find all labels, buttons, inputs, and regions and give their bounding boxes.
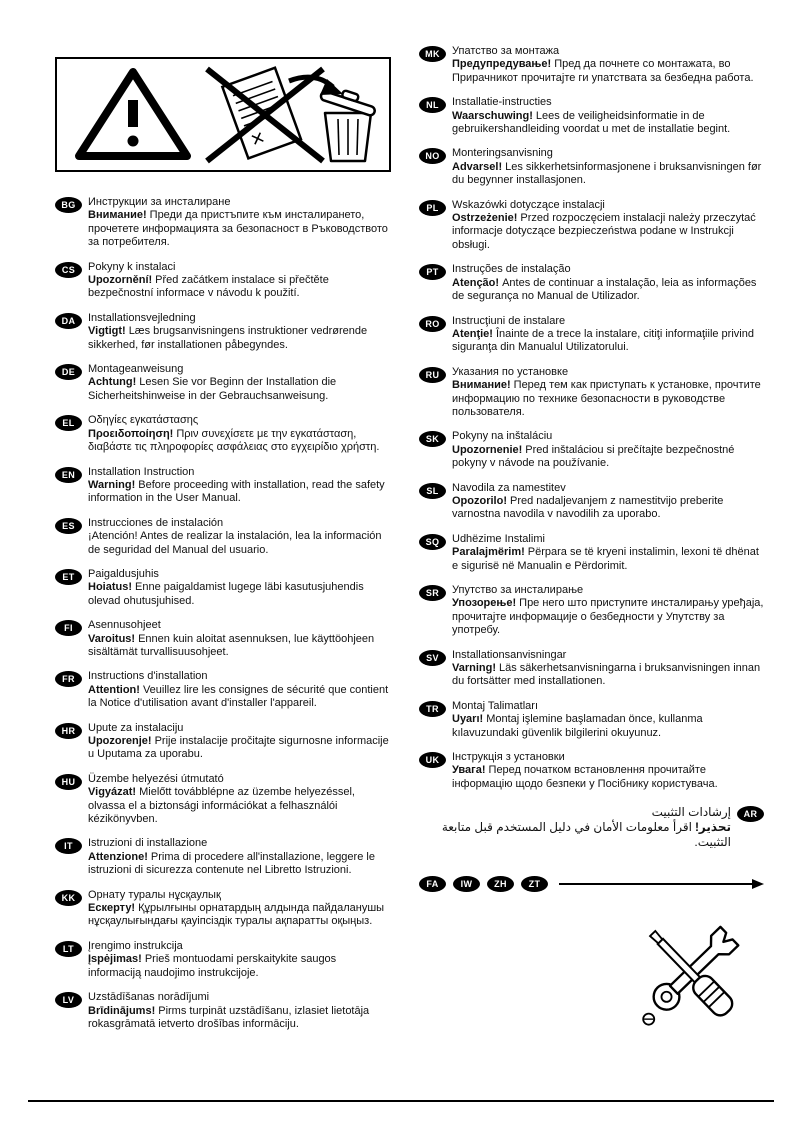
page-footer-rule <box>28 1100 774 1102</box>
entry-text <box>88 889 392 929</box>
language-code-badge: SV <box>419 650 446 666</box>
entry-title: Instrucciones de instalación <box>88 516 224 529</box>
language-entry <box>55 670 392 710</box>
entry-title: Üzembe helyezési útmutató <box>88 772 224 785</box>
warning-word: Advarsel! <box>452 160 503 173</box>
language-entry <box>55 889 392 929</box>
language-entry <box>419 263 764 303</box>
warning-word: Paralajmërim! <box>452 546 525 559</box>
language-entry <box>419 430 764 470</box>
language-code-badge: SL <box>419 483 446 499</box>
entry-body <box>88 953 392 980</box>
body-text: Перед тем как приступать к установке, прочтите информацию по технике безопасности в руководстве пользователя. <box>452 379 761 418</box>
warning-triangle-icon <box>79 72 187 156</box>
entry-body <box>452 597 764 637</box>
more-languages-row <box>419 876 764 892</box>
language-code-badge: ZT <box>521 876 548 892</box>
body-text: Mielőtt továbblépne az üzembe helyezéssel, olvassa el a biztonsági információkat a felhasználói kézikönyvben. <box>88 786 355 826</box>
language-code-badge: FA <box>419 876 446 892</box>
entry-text <box>88 261 392 301</box>
language-code-badge: CS <box>55 262 82 278</box>
language-code-badge: PL <box>419 200 446 216</box>
warning-word: Atenção! <box>452 276 500 289</box>
entry-body <box>452 58 764 85</box>
warning-word: Achtung! <box>88 376 137 389</box>
warning-word: Upozornění! <box>88 274 153 287</box>
right-arrow-icon <box>559 879 764 889</box>
entry-text <box>88 722 392 762</box>
language-code-badge: PT <box>419 264 446 280</box>
entry-text <box>88 991 392 1031</box>
entry-title: Montageanweisung <box>88 363 184 376</box>
entry-body <box>452 444 764 471</box>
body-text: Prima di procedere all'installazione, leggere le istruzioni di sicurezza contenute nel Libretto Istruzioni. <box>88 850 375 877</box>
entry-title: Wskazówki dotyczące instalacji <box>452 198 605 211</box>
entry-body <box>452 379 764 419</box>
body-text: Przed rozpoczęciem instalacji należy przeczytać informacje dotyczące bezpieczeństwa podane w Instrukcji obsługi. <box>452 212 756 251</box>
entry-text <box>452 147 764 187</box>
entry-body <box>88 1005 392 1032</box>
do-not-discard-figure <box>55 57 391 172</box>
entry-title: Navodila za namestitev <box>452 481 566 494</box>
warning-word: Varoitus! <box>88 632 136 645</box>
warning-word: Waarschuwing! <box>452 109 533 122</box>
left-column-entries <box>55 196 392 1031</box>
entry-title: Указания по установке <box>452 365 569 378</box>
body-text: Před začátkem instalace si přečtěte bezpečnostní informace v návodu k použití. <box>88 274 329 300</box>
trash-can-icon <box>320 84 378 161</box>
entry-body <box>88 209 392 249</box>
warning-word: Внимание! <box>88 209 147 222</box>
entry-title: Installationsvejledning <box>88 311 196 324</box>
language-code-badge: RO <box>419 316 446 332</box>
language-entry-ar <box>419 805 764 850</box>
arrow-line <box>559 883 752 885</box>
warning-word: Upozorenje! <box>88 735 152 747</box>
language-code-badge: DA <box>55 313 82 329</box>
language-code-badge: UK <box>419 752 446 768</box>
language-code-badge: MK <box>419 46 446 62</box>
entry-text <box>452 45 764 85</box>
entry-text <box>452 649 764 689</box>
language-code-badge: SQ <box>419 534 446 550</box>
warning-word: Увага! <box>452 764 486 777</box>
language-code-badge: IW <box>453 876 480 892</box>
warning-word: Vigtigt! <box>88 325 126 338</box>
language-entry <box>419 96 764 136</box>
warning-word: تحذير! <box>694 820 731 835</box>
entry-title: Упутство за инсталирање <box>452 584 584 596</box>
body-text: Преди да пристъпите към инсталирането, прочетете информацията за безопасност в Ръководството за потребителя. <box>88 209 388 249</box>
entry-title: Monteringsanvisning <box>452 147 553 160</box>
warning-word: Предупредување! <box>452 58 552 71</box>
body-text: Pred nadaljevanjem z namestitvijo preberite varnostna navodila v navodilih za uporabo. <box>452 494 724 521</box>
body-text: Antes de continuar a instalação, leia as informações de segurança no Manual de Utilizador. <box>452 276 757 303</box>
entry-title: Istruzioni di installazione <box>88 837 208 850</box>
language-code-badge: SR <box>419 585 446 601</box>
language-code-badge: LV <box>55 992 82 1008</box>
entry-text <box>88 568 392 608</box>
language-entry <box>419 533 764 573</box>
language-code-badge: DE <box>55 364 82 380</box>
entry-title: Udhëzime Instalimi <box>452 532 545 545</box>
body-text: Pred inštaláciou si prečítajte bezpečnostné pokyny v návode na používanie. <box>452 443 735 470</box>
language-entry <box>419 45 764 85</box>
language-entry <box>419 649 764 689</box>
body-text: Пред да почнете со монтажата, во Прирачникот прочитајте ги упатствата за безбедна работа. <box>452 58 754 84</box>
warning-word: Vigyázat! <box>88 786 137 799</box>
entry-text <box>88 466 392 506</box>
entry-title: Instruções de instalação <box>452 263 571 276</box>
entry-body <box>452 495 764 522</box>
entry-text <box>88 414 392 454</box>
language-entry <box>419 584 764 638</box>
language-code-badge: ES <box>55 518 82 534</box>
entry-title: Upute za instalaciju <box>88 721 184 734</box>
entry-title: Paigaldusjuhis <box>88 567 159 580</box>
entry-body <box>88 735 392 762</box>
warning-word: Opozorilo! <box>452 494 507 507</box>
entry-text <box>88 517 392 557</box>
language-entry <box>55 261 392 301</box>
warning-word: Įspėjimas! <box>88 953 142 966</box>
entry-text <box>452 584 764 638</box>
body-text: Les sikkerhetsinformasjonene i bruksanvisningen før du begynner installasjonen. <box>452 160 762 187</box>
language-entry <box>419 700 764 740</box>
entry-text <box>88 670 392 710</box>
entry-title: Pokyny k instalaci <box>88 260 176 273</box>
entry-text <box>452 700 764 740</box>
entry-body <box>452 713 764 740</box>
entry-text <box>88 363 392 403</box>
entry-body <box>452 277 764 304</box>
body-text: Пре него што приступите инсталирању уређаја, прочитајте информације о безбедности у Упутству за употребу. <box>452 597 764 637</box>
language-entry <box>419 366 764 420</box>
entry-title: Installation Instruction <box>88 465 195 478</box>
entry-text <box>452 263 764 303</box>
entry-body <box>88 479 392 506</box>
arrow-head <box>752 879 764 889</box>
tools-illustration <box>634 916 748 1034</box>
body-text: Înainte de a trece la instalare, citiţi informaţiile privind siguranţa din Manualul Utilizatorului. <box>452 327 754 354</box>
entry-body <box>88 581 392 608</box>
language-code-badge: IT <box>55 838 82 854</box>
entry-body <box>88 325 392 352</box>
entry-title: Інструкція з установки <box>452 751 565 764</box>
body-text: Veuillez lire les consignes de sécurité que contient la Notice d'utilisation avant d'installer l'appareil. <box>88 683 389 710</box>
entry-text <box>88 619 392 659</box>
entry-body <box>88 428 392 455</box>
language-entry <box>55 773 392 827</box>
language-entry <box>55 517 392 557</box>
entry-text <box>452 533 764 573</box>
do-not-discard-illustration <box>57 59 389 170</box>
entry-body <box>88 530 392 557</box>
entry-body <box>452 161 764 188</box>
language-entry <box>55 940 392 980</box>
entry-body <box>88 786 392 826</box>
language-entry <box>55 619 392 659</box>
entry-text <box>88 837 392 877</box>
warning-word: Упозорење! <box>452 597 517 610</box>
language-entry <box>55 466 392 506</box>
entry-title: Οδηγίες εγκατάστασης <box>88 414 199 427</box>
language-code-badge: TR <box>419 701 446 717</box>
entry-text <box>88 940 392 980</box>
entry-text <box>452 482 764 522</box>
entry-text <box>452 96 764 136</box>
body-text: Prije instalacije pročitajte sigurnosne informacije u Uputama za uporabu. <box>88 735 389 761</box>
entry-text <box>452 315 764 355</box>
language-code-badge: AR <box>737 806 764 822</box>
entry-title: Инструкции за инсталиране <box>88 196 231 208</box>
warning-word: Uyarı! <box>452 713 484 726</box>
language-code-badge: KK <box>55 890 82 906</box>
entry-body <box>88 274 392 301</box>
entry-title: Pokyny na inštaláciu <box>452 430 553 443</box>
warning-word: Ескерту! <box>88 902 136 915</box>
language-entry <box>55 837 392 877</box>
warning-word: Attenzione! <box>88 850 148 863</box>
entry-text <box>452 430 764 470</box>
entry-body <box>452 764 764 791</box>
warning-word: Ostrzeżenie! <box>452 212 518 225</box>
body-text: اقرأ معلومات الأمان في دليل المستخدم قبل متابعة التثبيت. <box>441 820 731 850</box>
entry-body <box>88 684 392 711</box>
body-text: Lees de veiligheidsinformatie in de gebruikershandleiding voordat u met de installatie begint. <box>452 109 731 136</box>
entry-text <box>452 751 764 791</box>
language-code-badge: ZH <box>487 876 514 892</box>
entry-body <box>452 110 764 137</box>
language-entry <box>55 312 392 352</box>
entry-body <box>88 376 392 403</box>
body-text: Përpara se të kryeni instalimin, lexoni të dhënat e sigurisë në Manualin e Përdorimit. <box>452 546 759 572</box>
language-code-badge: FR <box>55 671 82 687</box>
language-code-badge: FI <box>55 620 82 636</box>
body-text: Lesen Sie vor Beginn der Installation die Sicherheitshinweise in der Gebrauchsanweisung. <box>88 376 337 402</box>
language-entry <box>419 199 764 253</box>
language-entry <box>419 751 764 791</box>
language-code-badge: SK <box>419 431 446 447</box>
screw-icon <box>643 1014 654 1025</box>
warning-word: Attention! <box>88 683 140 696</box>
warning-word: Προειδοποίηση! <box>88 427 174 440</box>
entry-body <box>419 820 731 850</box>
body-text: Prieš montuodami perskaitykite saugos informaciją naudojimo instrukcijoje. <box>88 953 337 979</box>
warning-word: Внимание! <box>452 379 511 392</box>
language-code-badge: BG <box>55 197 82 213</box>
language-entry <box>55 722 392 762</box>
entry-title: Asennusohjeet <box>88 619 161 632</box>
language-entry <box>55 568 392 608</box>
entry-title: إرشادات التثبيت <box>651 805 731 820</box>
warning-word: Varning! <box>452 662 497 675</box>
entry-body <box>88 633 392 660</box>
entry-title: Упатство за монтажа <box>452 45 560 57</box>
entry-body <box>88 851 392 878</box>
language-entry <box>419 147 764 187</box>
language-code-badge: LT <box>55 941 82 957</box>
entry-body <box>88 902 392 929</box>
entry-title: Installationsanvisningar <box>452 648 567 661</box>
left-column <box>55 57 392 1042</box>
language-entry <box>419 482 764 522</box>
entry-text <box>88 773 392 827</box>
language-entry <box>55 363 392 403</box>
entry-title: Įrengimo instrukcija <box>88 939 183 952</box>
entry-body <box>452 546 764 573</box>
warning-word: Atenţie! <box>452 327 493 340</box>
language-code-badge: NL <box>419 97 446 113</box>
entry-text <box>88 196 392 250</box>
body-text: Πριν συνεχίσετε με την εγκατάσταση, διαβάστε τις πληροφορίες ασφάλειας στο εγχειρίδιο χρήστη. <box>88 427 380 454</box>
body-text: Before proceeding with installation, read the safety information in the User Manual. <box>88 478 385 505</box>
body-text: Ennen kuin aloitat asennuksen, lue käyttöohjeen sisältämät turvallisuusohjeet. <box>88 632 375 658</box>
entry-text <box>452 199 764 253</box>
warning-word: Upozornenie! <box>452 443 523 456</box>
entry-text <box>452 366 764 420</box>
language-code-badge: HU <box>55 774 82 790</box>
language-entry <box>55 196 392 250</box>
entry-body <box>452 662 764 689</box>
language-code-badge: EL <box>55 415 82 431</box>
body-text: Құрылғыны орнатардың алдында пайдаланушы нұсқаулығындағы қауіпсіздік туралы ақпаратты оқыңыз. <box>88 902 385 928</box>
entry-title: Montaj Talimatları <box>452 699 538 712</box>
warning-word: Brīdinājums! <box>88 1004 156 1017</box>
tools-figure <box>419 916 764 1034</box>
entry-title: Instrucţiuni de instalare <box>452 314 566 327</box>
body-text: Enne paigaldamist lugege läbi kasutusjuhendis olevad ohutusjuhised. <box>88 581 364 607</box>
body-text: ¡Atención! Antes de realizar la instalación, lea la información de seguridad del Manual del usuario. <box>88 530 382 556</box>
language-entry <box>55 414 392 454</box>
language-entry <box>55 991 392 1031</box>
entry-title: Instructions d'installation <box>88 670 208 683</box>
entry-body <box>452 328 764 355</box>
language-code-badge: NO <box>419 148 446 164</box>
entry-body <box>452 212 764 252</box>
body-text: Læs brugsanvisningens instruktioner vedrørende sikkerhed, før installationen påbegyndes. <box>88 325 368 351</box>
entry-title: Uzstādīšanas norādījumi <box>88 991 210 1004</box>
body-text: Перед початком встановлення прочитайте інформацію щодо безпеки у Посібнику користувача. <box>452 764 718 790</box>
entry-text <box>88 312 392 352</box>
warning-word: Hoiatus! <box>88 581 132 594</box>
warning-word: Warning! <box>88 478 136 491</box>
entry-title: Орнату туралы нұсқаулық <box>88 888 221 901</box>
language-code-badge: ET <box>55 569 82 585</box>
entry-title: Installatie-instructies <box>452 96 552 109</box>
right-column <box>419 45 764 1034</box>
language-code-badge: EN <box>55 467 82 483</box>
language-code-badge: RU <box>419 367 446 383</box>
language-code-badge: HR <box>55 723 82 739</box>
body-text: Montaj işlemine başlamadan önce, kullanma kılavuzundaki güvenlik bilgilerini okuyunuz. <box>452 713 703 739</box>
language-entry <box>419 315 764 355</box>
entry-text <box>419 805 731 850</box>
body-text: Pirms turpināt uzstādīšanu, izlasiet lietotāja rokasgrāmatā ietverto drošības informāciju. <box>88 1004 370 1030</box>
body-text: Läs säkerhetsanvisningarna i bruksanvisningen innan du fortsätter med installationen. <box>452 662 761 688</box>
right-column-entries <box>419 45 764 791</box>
